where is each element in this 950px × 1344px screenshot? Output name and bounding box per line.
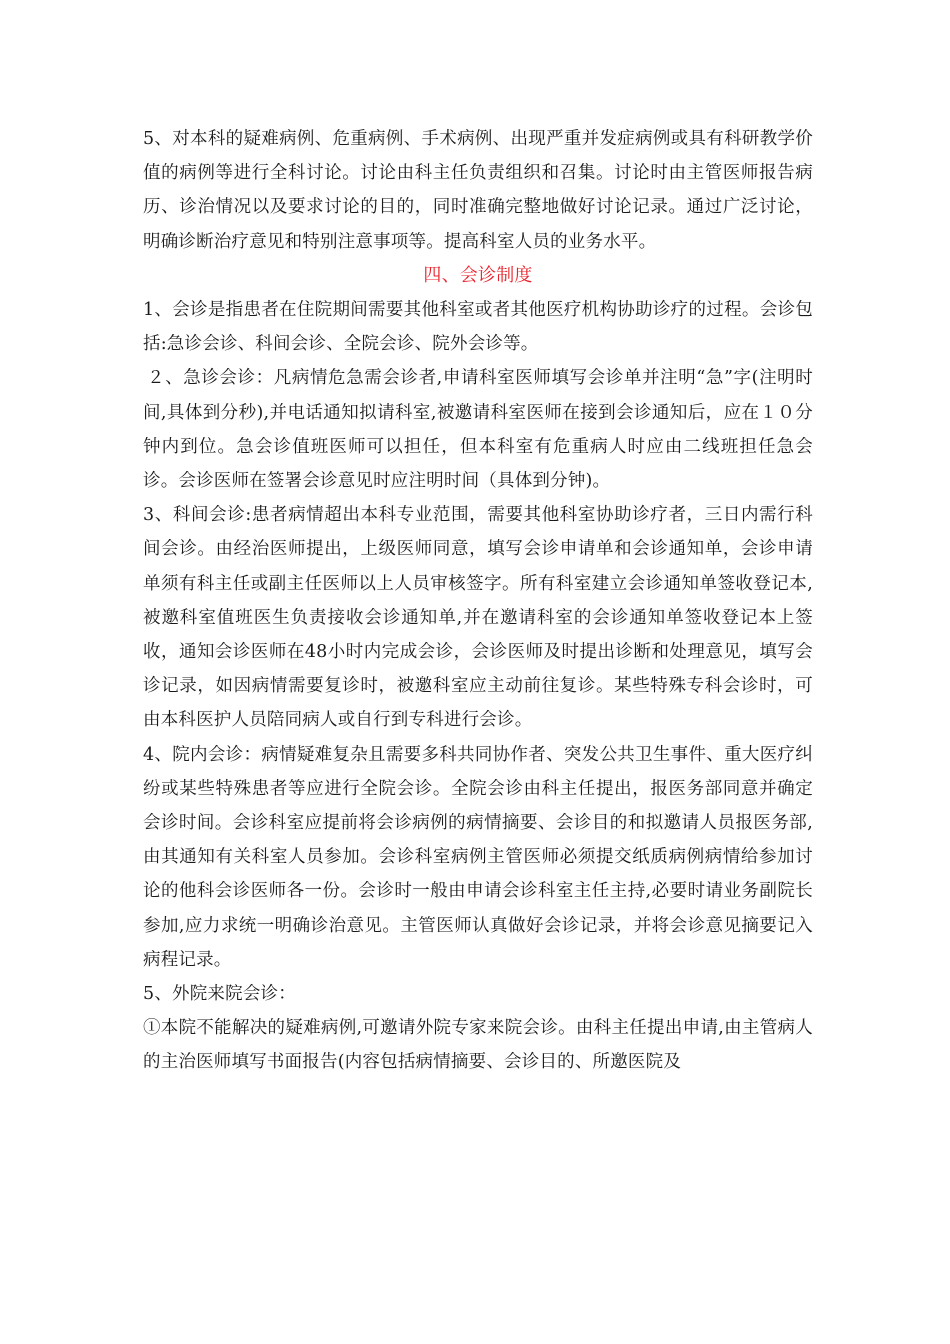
paragraph-case-discussion: 5、对本科的疑难病例、危重病例、手术病例、出现严重并发症病例或具有科研教学价值的病例等进行全科讨论。讨论由科主任负责组织和召集。讨论时由主管医师报告病历、诊治情况以及要求讨论的目的，同时准确完整地做好讨论记录。通过广泛讨论，明确诊断治疗意见和特别注意事项等。提高科室人员的业务水平。	[143, 129, 813, 252]
document-body	[143, 122, 813, 1080]
paragraph-emergency-consultation: ２、急诊会诊：凡病情危急需会诊者,申请科室医师填写会诊单并注明“急”字(注明时间,具体到分秒),并电话通知拟请科室,被邀请科室医师在接到会诊通知后，应在１０分钟内到位。急会诊值班医师可以担任，但本科室有危重病人时应由二线班担任急会诊。会诊医师在签署会诊意见时应注明时间（具体到分钟)。	[143, 368, 813, 492]
paragraph-hospital-consultation: 4、院内会诊：病情疑难复杂且需要多科共同协作者、突发公共卫生事件、重大医疗纠纷或某些特殊患者等应进行全院会诊。全院会诊由科主任提出，报医务部同意并确定会诊时间。会诊科室应提前将会诊病例的病情摘要、会诊目的和拟邀请人员报医务部,由其通知有关科室人员参加。会诊科室病例主管医师必须提交纸质病例病情给参加讨论的他科会诊医师各一份。会诊时一般由申请会诊科室主任主持,必要时请业务副院长参加,应力求统一明确诊治意见。主管医师认真做好会诊记录，并将会诊意见摘要记入病程记录。	[143, 744, 813, 970]
paragraph-external-consultation-item-1: ①本院不能解决的疑难病例,可邀请外院专家来院会诊。由科主任提出申请,由主管病人的主治医师填写书面报告(内容包括病情摘要、会诊目的、所邀医院及	[143, 1018, 813, 1073]
paragraph-interdepartment-consultation: 3、科间会诊:患者病情超出本科专业范围，需要其他科室协助诊疗者，三日内需行科间会诊。由经治医师提出，上级医师同意，填写会诊申请单和会诊通知单，会诊申请单须有科主任或副主任医师以上人员审核签字。所有科室建立会诊通知单签收登记本,被邀科室值班医生负责接收会诊通知单,并在邀请科室的会诊通知单签收登记本上签收，通知会诊医师在48小时内完成会诊，会诊医师及时提出诊断和处理意见，填写会诊记录，如因病情需要复诊时，被邀科室应主动前往复诊。某些特殊专科会诊时，可由本科医护人员陪同病人或自行到专科进行会诊。	[143, 505, 813, 731]
section-heading: 四、会诊制度	[423, 264, 533, 286]
paragraph-external-consultation-title: 5、外院来院会诊：	[143, 984, 296, 1005]
paragraph-consultation-definition: 1、会诊是指患者在住院期间需要其他科室或者其他医疗机构协助诊疗的过程。会诊包括:急诊会诊、科间会诊、全院会诊、院外会诊等。	[143, 300, 813, 355]
